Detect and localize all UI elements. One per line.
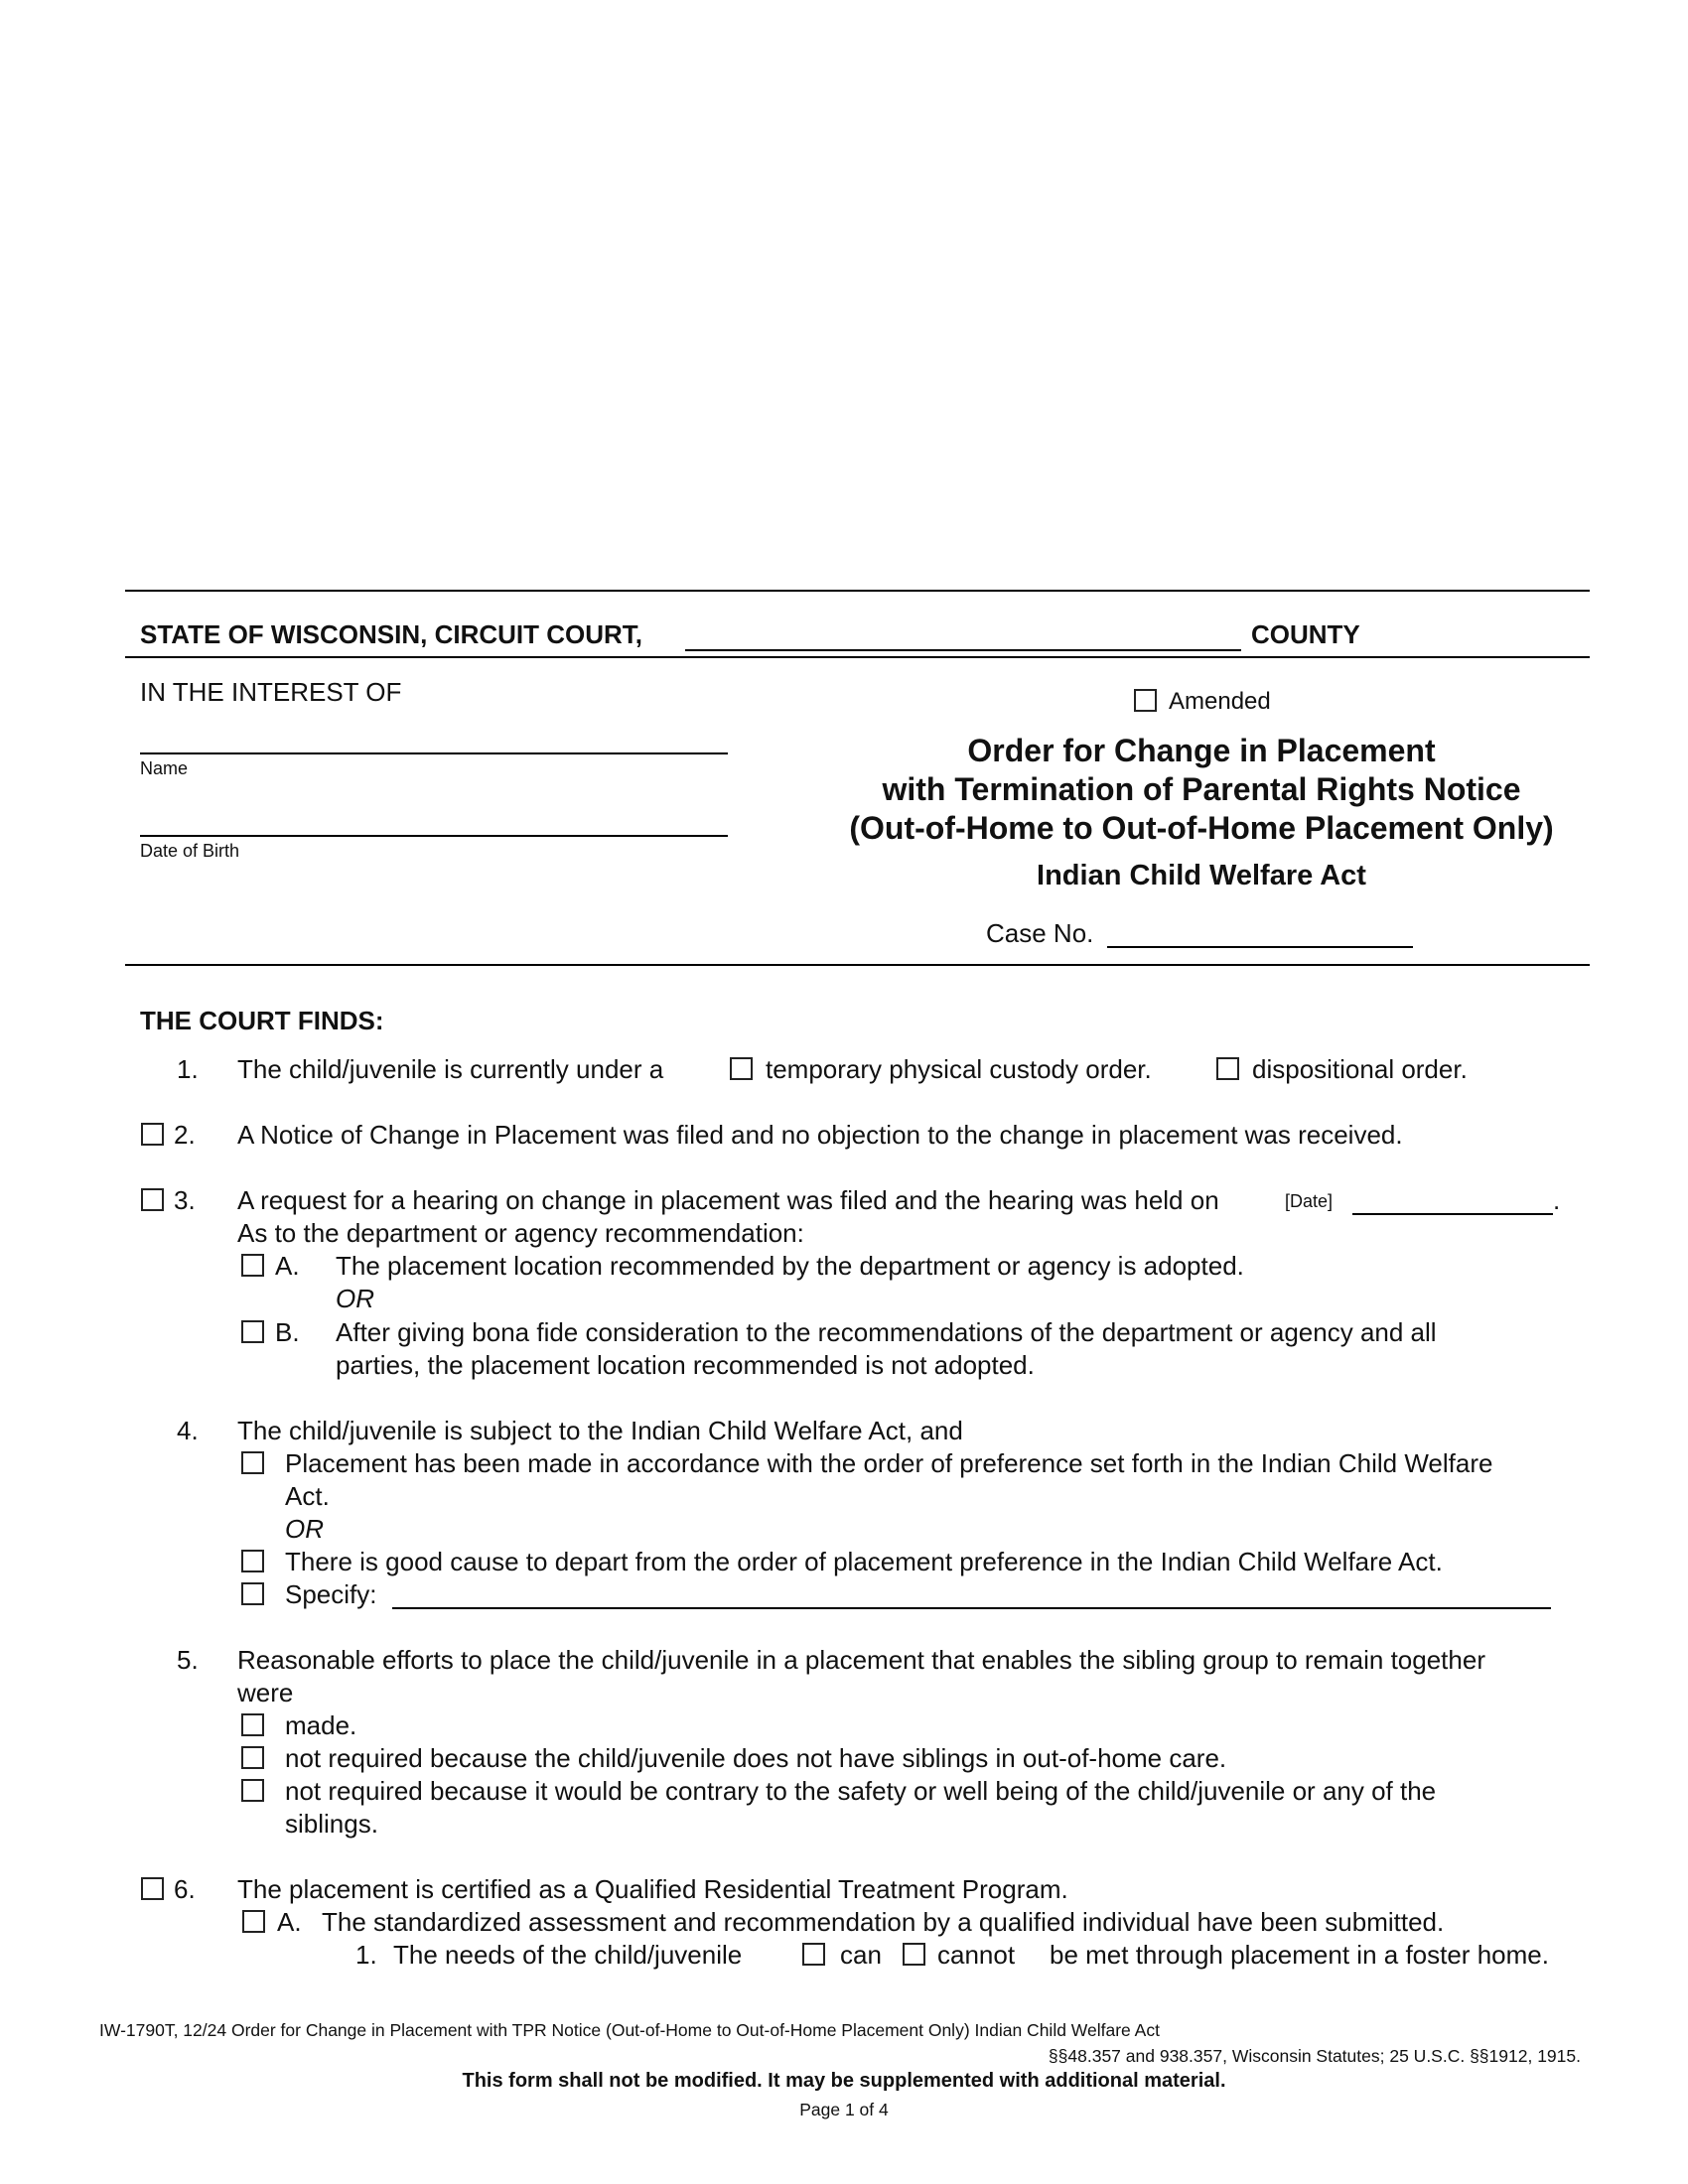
case-no-label: Case No. bbox=[986, 918, 1094, 948]
item5-text-line2: were bbox=[237, 1678, 294, 1707]
item3a-checkbox[interactable] bbox=[241, 1254, 264, 1277]
form-title-line3: (Out-of-Home to Out-of-Home Placement Only) bbox=[849, 810, 1554, 846]
item6a-sub1-text: The needs of the child/juvenile bbox=[393, 1940, 743, 1970]
item6a-sub1-tail: be met through placement in a foster home. bbox=[1050, 1940, 1549, 1970]
dispositional-checkbox[interactable] bbox=[1216, 1057, 1239, 1080]
item3b-text2: parties, the placement location recommended is not adopted. bbox=[336, 1350, 1035, 1380]
item6-checkbox[interactable] bbox=[141, 1877, 164, 1900]
item2-text: A Notice of Change in Placement was filed and no objection to the change in placement was received. bbox=[237, 1120, 1403, 1150]
item5-no-siblings-label: not required because the child/juvenile does not have siblings in out-of-home care. bbox=[285, 1743, 1227, 1773]
form-title-line1: Order for Change in Placement bbox=[967, 733, 1436, 768]
item6-number: 6. bbox=[174, 1874, 196, 1904]
item6a-text: The standardized assessment and recommendation by a qualified individual have been submitted. bbox=[322, 1907, 1445, 1937]
form-title-line2: with Termination of Parental Rights Notice bbox=[882, 771, 1521, 807]
dob-field[interactable] bbox=[140, 835, 728, 837]
item5-text-line1: Reasonable efforts to place the child/juvenile in a placement that enables the sibling group to remain together bbox=[237, 1645, 1485, 1675]
item4-specify-checkbox[interactable] bbox=[241, 1582, 264, 1605]
item5-no-siblings-checkbox[interactable] bbox=[241, 1746, 264, 1769]
item4-specify-label: Specify: bbox=[285, 1579, 377, 1609]
item5-contrary-checkbox[interactable] bbox=[241, 1779, 264, 1802]
item5-number: 5. bbox=[177, 1645, 199, 1675]
temp-custody-checkbox[interactable] bbox=[730, 1057, 753, 1080]
item5-contrary-line2: siblings. bbox=[285, 1809, 378, 1839]
item3a-text: The placement location recommended by the department or agency is adopted. bbox=[336, 1251, 1244, 1281]
item5-made-label: made. bbox=[285, 1710, 357, 1740]
item4-number: 4. bbox=[177, 1416, 199, 1445]
item5-made-checkbox[interactable] bbox=[241, 1713, 264, 1736]
top-rule bbox=[125, 590, 1590, 592]
item1-number: 1. bbox=[177, 1054, 199, 1084]
item3b-text1: After giving bona fide consideration to the recommendations of the department or agency and all bbox=[336, 1317, 1437, 1347]
name-label: Name bbox=[140, 758, 189, 778]
name-field[interactable] bbox=[140, 752, 728, 754]
item3b-checkbox[interactable] bbox=[241, 1320, 264, 1343]
court-finds-heading: THE COURT FINDS: bbox=[140, 1006, 384, 1035]
dob-label: Date of Birth bbox=[140, 841, 240, 861]
cannot-checkbox[interactable] bbox=[903, 1943, 925, 1966]
footer-statutes: §§48.357 and 938.357, Wisconsin Statutes; 25 U.S.C. §§1912, 1915. bbox=[1048, 2046, 1581, 2066]
item4-text: The child/juvenile is subject to the Indian Child Welfare Act, and bbox=[237, 1416, 963, 1445]
temp-custody-label: temporary physical custody order. bbox=[766, 1054, 1152, 1084]
court-label: STATE OF WISCONSIN, CIRCUIT COURT, bbox=[140, 619, 643, 649]
interest-label: IN THE INTEREST OF bbox=[140, 677, 402, 707]
footer-page-number: Page 1 of 4 bbox=[799, 2100, 889, 2119]
item4-opt1-checkbox[interactable] bbox=[241, 1451, 264, 1474]
item4-opt2-checkbox[interactable] bbox=[241, 1550, 264, 1572]
county-label: COUNTY bbox=[1251, 619, 1360, 649]
item2-number: 2. bbox=[174, 1120, 196, 1150]
header-rule bbox=[125, 656, 1590, 658]
amended-label: Amended bbox=[1169, 688, 1271, 715]
item6a-label: A. bbox=[277, 1907, 302, 1937]
county-field[interactable] bbox=[685, 649, 1241, 651]
item4-or: OR bbox=[285, 1514, 324, 1544]
item3-text: A request for a hearing on change in placement was filed and the hearing was held on bbox=[237, 1185, 1219, 1215]
form-subtitle: Indian Child Welfare Act bbox=[1037, 860, 1366, 891]
item3-text2: As to the department or agency recommendation: bbox=[237, 1218, 804, 1248]
item6a-sub1-number: 1. bbox=[355, 1940, 377, 1970]
dispositional-label: dispositional order. bbox=[1252, 1054, 1468, 1084]
hearing-date-field[interactable] bbox=[1352, 1213, 1553, 1215]
can-checkbox[interactable] bbox=[802, 1943, 825, 1966]
can-label: can bbox=[840, 1940, 882, 1970]
hearing-date-period: . bbox=[1553, 1185, 1561, 1215]
item4-opt1-line1: Placement has been made in accordance with the order of preference set forth in the Indian Child Welfare bbox=[285, 1448, 1493, 1478]
item2-checkbox[interactable] bbox=[141, 1123, 164, 1146]
case-no-field[interactable] bbox=[1107, 946, 1413, 948]
item3-or: OR bbox=[336, 1284, 374, 1313]
amended-checkbox[interactable] bbox=[1134, 689, 1157, 712]
item4-opt1-line2: Act. bbox=[285, 1481, 330, 1511]
item6-text: The placement is certified as a Qualified Residential Treatment Program. bbox=[237, 1874, 1068, 1904]
item3-number: 3. bbox=[174, 1185, 196, 1215]
item1-text: The child/juvenile is currently under a bbox=[237, 1054, 664, 1084]
item5-contrary-line1: not required because it would be contrary to the safety or well being of the child/juvenile or any of the bbox=[285, 1776, 1437, 1806]
item3-checkbox[interactable] bbox=[141, 1188, 164, 1211]
item3b-label: B. bbox=[275, 1317, 300, 1347]
item6a-checkbox[interactable] bbox=[242, 1910, 265, 1933]
footer-notice: This form shall not be modified. It may be supplemented with additional material. bbox=[462, 2070, 1226, 2092]
item3a-label: A. bbox=[275, 1251, 300, 1281]
footer-form-id: IW-1790T, 12/24 Order for Change in Placement with TPR Notice (Out-of-Home to Out-of-Home Placement Only) Indian Child Welfare Act bbox=[99, 2020, 1160, 2040]
header-bottom-rule bbox=[125, 964, 1590, 966]
hearing-date-hint: [Date] bbox=[1285, 1191, 1334, 1211]
item4-specify-field[interactable] bbox=[392, 1607, 1551, 1609]
cannot-label: cannot bbox=[937, 1940, 1016, 1970]
item4-opt2-text: There is good cause to depart from the order of placement preference in the Indian Child Welfare Act. bbox=[285, 1547, 1443, 1576]
